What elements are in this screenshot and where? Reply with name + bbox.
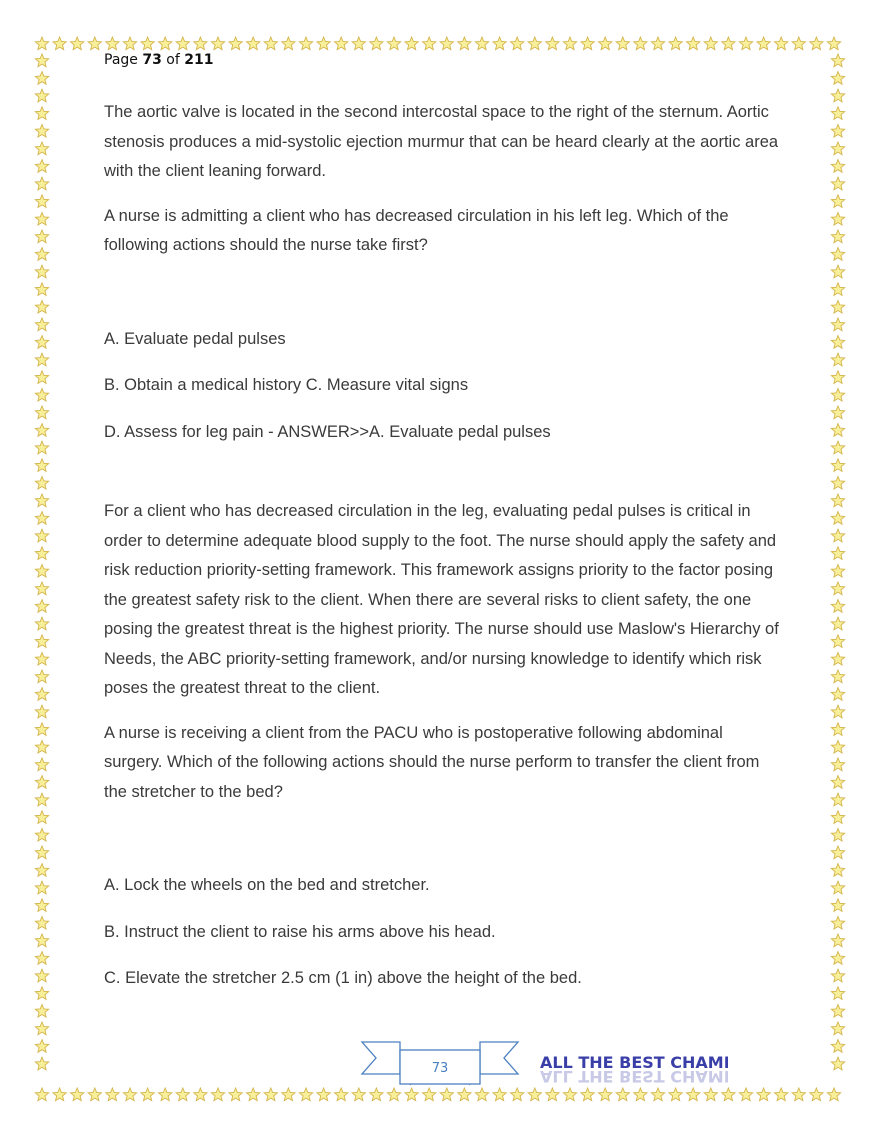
border-star-icon — [475, 1088, 488, 1101]
border-star-icon — [831, 124, 844, 137]
border-star-icon — [831, 230, 844, 243]
page-of: of — [161, 52, 185, 68]
border-star-icon — [546, 37, 559, 50]
border-star-icon — [35, 512, 48, 525]
border-star-icon — [493, 1088, 506, 1101]
border-star-icon — [35, 846, 48, 859]
border-star-icon — [35, 1040, 48, 1053]
border-star-icon — [35, 265, 48, 278]
border-star-icon — [775, 1088, 788, 1101]
border-star-icon — [831, 723, 844, 736]
border-star-icon — [831, 987, 844, 1000]
border-star-icon — [88, 1088, 101, 1101]
border-star-icon — [35, 635, 48, 648]
border-star-icon — [831, 529, 844, 542]
border-star-icon — [35, 424, 48, 437]
border-star-icon — [176, 1088, 189, 1101]
border-star-icon — [599, 37, 612, 50]
border-star-icon — [35, 740, 48, 753]
border-star-icon — [831, 1057, 844, 1070]
border-star-icon — [35, 406, 48, 419]
border-star-icon — [831, 512, 844, 525]
border-star-icon — [35, 459, 48, 472]
border-star-icon — [35, 336, 48, 349]
border-star-icon — [123, 37, 136, 50]
border-star-icon — [35, 547, 48, 560]
border-star-icon — [335, 1088, 348, 1101]
border-star-icon — [352, 1088, 365, 1101]
border-star-icon — [831, 459, 844, 472]
border-star-icon — [247, 1088, 260, 1101]
border-star-icon — [159, 1088, 172, 1101]
border-star-icon — [141, 1088, 154, 1101]
border-star-icon — [831, 564, 844, 577]
border-star-icon — [831, 424, 844, 437]
border-star-icon — [35, 124, 48, 137]
border-star-icon — [423, 37, 436, 50]
option-b-c: B. Obtain a medical history C. Measure vital signs — [104, 376, 469, 394]
footer-tagline-reflection: ALL THE BEST CHAMP! — [540, 1067, 728, 1086]
border-star-icon — [563, 37, 576, 50]
border-star-icon — [440, 1088, 453, 1101]
border-star-icon — [35, 564, 48, 577]
page-current: 73 — [142, 52, 162, 68]
border-star-icon — [831, 318, 844, 331]
border-star-icon — [651, 37, 664, 50]
border-star-icon — [831, 688, 844, 701]
border-star-icon — [831, 899, 844, 912]
option-b-raise-arms: B. Instruct the client to raise his arms above his head. — [104, 922, 496, 941]
border-star-icon — [831, 916, 844, 929]
border-star-icon — [194, 1088, 207, 1101]
border-star-icon — [831, 494, 844, 507]
border-star-icon — [35, 107, 48, 120]
border-star-icon — [831, 177, 844, 190]
border-star-icon — [35, 969, 48, 982]
border-star-icon — [35, 248, 48, 261]
footer-page-ribbon — [360, 1040, 520, 1088]
border-star-icon — [739, 1088, 752, 1101]
border-star-icon — [71, 37, 84, 50]
border-star-icon — [405, 37, 418, 50]
border-star-icon — [35, 758, 48, 771]
border-star-icon — [831, 476, 844, 489]
page-total: 211 — [184, 52, 214, 68]
border-star-icon — [35, 864, 48, 877]
border-star-icon — [35, 142, 48, 155]
border-star-icon — [831, 1004, 844, 1017]
option-c-elevate-stretcher: C. Elevate the stretcher 2.5 cm (1 in) above the height of the bed. — [104, 969, 582, 987]
border-star-icon — [282, 37, 295, 50]
border-star-icon — [831, 547, 844, 560]
border-star-icon — [35, 916, 48, 929]
border-star-icon — [827, 37, 840, 50]
border-star-icon — [35, 705, 48, 718]
border-star-icon — [634, 37, 647, 50]
border-star-icon — [35, 1057, 48, 1070]
border-star-icon — [831, 195, 844, 208]
border-star-icon — [35, 793, 48, 806]
border-star-icon — [35, 195, 48, 208]
border-star-icon — [440, 37, 453, 50]
border-star-icon — [493, 37, 506, 50]
border-star-icon — [831, 828, 844, 841]
page-header — [104, 52, 213, 68]
border-star-icon — [282, 1088, 295, 1101]
border-star-icon — [35, 388, 48, 401]
border-star-icon — [831, 952, 844, 965]
border-star-icon — [88, 37, 101, 50]
star-border-top — [34, 36, 846, 52]
border-star-icon — [687, 37, 700, 50]
border-star-icon — [35, 371, 48, 384]
border-star-icon — [35, 529, 48, 542]
border-star-icon — [831, 283, 844, 296]
border-star-icon — [581, 37, 594, 50]
border-star-icon — [616, 37, 629, 50]
border-star-icon — [229, 37, 242, 50]
border-star-icon — [264, 1088, 277, 1101]
border-star-icon — [229, 1088, 242, 1101]
border-star-icon — [757, 37, 770, 50]
border-star-icon — [831, 1040, 844, 1053]
border-star-icon — [831, 248, 844, 261]
border-star-icon — [831, 635, 844, 648]
border-star-icon — [35, 899, 48, 912]
border-star-icon — [35, 230, 48, 243]
border-star-icon — [35, 881, 48, 894]
border-star-icon — [35, 670, 48, 683]
border-star-icon — [352, 37, 365, 50]
border-star-icon — [831, 371, 844, 384]
border-star-icon — [831, 776, 844, 789]
border-star-icon — [35, 600, 48, 613]
border-star-icon — [317, 1088, 330, 1101]
border-star-icon — [831, 652, 844, 665]
border-star-icon — [831, 72, 844, 85]
border-star-icon — [35, 300, 48, 313]
border-star-icon — [831, 670, 844, 683]
border-star-icon — [831, 388, 844, 401]
border-star-icon — [35, 1088, 48, 1101]
border-star-icon — [194, 37, 207, 50]
border-star-icon — [387, 37, 400, 50]
option-d-answer: D. Assess for leg pain - ANSWER>>A. Evaluate pedal pulses — [104, 422, 551, 441]
paragraph-rationale: For a client who has decreased circulation in the leg, evaluating pedal pulses is critical in order to determine adequate blood supply to the foot. The nurse should apply the safety and risk reduction priority-setting framework. This framework assigns priority to the factor posing the greatest safety risk to the client. When there are several risks to client safety, the one posing the greatest threat is the highest priority. The nurse should use Maslow's Hierarchy of Needs, the ABC priority-setting framework, and/or nursing knowledge to identify which risk poses the greatest threat to the client. — [104, 502, 779, 697]
border-star-icon — [35, 283, 48, 296]
border-star-icon — [159, 37, 172, 50]
border-star-icon — [669, 37, 682, 50]
border-star-icon — [317, 37, 330, 50]
border-star-icon — [211, 1088, 224, 1101]
border-star-icon — [775, 37, 788, 50]
border-star-icon — [141, 37, 154, 50]
border-star-icon — [264, 37, 277, 50]
border-star-icon — [35, 318, 48, 331]
border-star-icon — [704, 37, 717, 50]
question-pacu-transfer: A nurse is receiving a client from the PACU who is postoperative following abdominal surgery. Which of the following actions should the nurse perform to transfer the client from the stretcher to the bed? — [104, 723, 760, 801]
border-star-icon — [53, 1088, 66, 1101]
border-star-icon — [35, 582, 48, 595]
border-star-icon — [458, 1088, 471, 1101]
border-star-icon — [831, 600, 844, 613]
border-star-icon — [831, 160, 844, 173]
border-star-icon — [831, 582, 844, 595]
border-star-icon — [792, 1088, 805, 1101]
border-star-icon — [831, 1022, 844, 1035]
border-star-icon — [35, 89, 48, 102]
border-star-icon — [792, 37, 805, 50]
border-star-icon — [35, 72, 48, 85]
page-prefix: Page — [104, 52, 143, 68]
border-star-icon — [831, 107, 844, 120]
border-star-icon — [106, 37, 119, 50]
border-star-icon — [831, 793, 844, 806]
border-star-icon — [35, 494, 48, 507]
border-star-icon — [831, 740, 844, 753]
border-star-icon — [35, 617, 48, 630]
border-star-icon — [35, 828, 48, 841]
paragraph-aortic-valve: The aortic valve is located in the second intercostal space to the right of the sternum. Aortic stenosis produces a mid-systolic ejection murmur that can be heard clearly at the aortic area with the client leaning forward. — [104, 103, 779, 180]
border-star-icon — [810, 37, 823, 50]
border-star-icon — [458, 37, 471, 50]
border-star-icon — [831, 54, 844, 67]
border-star-icon — [71, 1088, 84, 1101]
border-star-icon — [299, 1088, 312, 1101]
border-star-icon — [35, 1004, 48, 1017]
border-star-icon — [831, 881, 844, 894]
border-star-icon — [831, 353, 844, 366]
border-star-icon — [35, 476, 48, 489]
border-star-icon — [831, 846, 844, 859]
border-star-icon — [35, 353, 48, 366]
border-star-icon — [35, 811, 48, 824]
border-star-icon — [106, 1088, 119, 1101]
border-star-icon — [827, 1088, 840, 1101]
border-star-icon — [35, 723, 48, 736]
border-star-icon — [831, 969, 844, 982]
border-star-icon — [831, 300, 844, 313]
border-star-icon — [405, 1088, 418, 1101]
border-star-icon — [831, 617, 844, 630]
border-star-icon — [299, 37, 312, 50]
border-star-icon — [247, 37, 260, 50]
border-star-icon — [211, 37, 224, 50]
border-star-icon — [35, 934, 48, 947]
border-star-icon — [176, 37, 189, 50]
star-border-left — [34, 52, 50, 1087]
border-star-icon — [35, 212, 48, 225]
document-content — [104, 98, 784, 994]
option-a-lock-wheels: A. Lock the wheels on the bed and stretcher. — [104, 876, 430, 894]
border-star-icon — [35, 441, 48, 454]
border-star-icon — [757, 1088, 770, 1101]
border-star-icon — [511, 1088, 524, 1101]
footer-page-number: 73 — [431, 1061, 449, 1076]
border-star-icon — [739, 37, 752, 50]
border-star-icon — [831, 406, 844, 419]
border-star-icon — [53, 37, 66, 50]
star-border-right — [830, 52, 846, 1087]
border-star-icon — [35, 652, 48, 665]
border-star-icon — [423, 1088, 436, 1101]
border-star-icon — [831, 265, 844, 278]
border-star-icon — [335, 37, 348, 50]
border-star-icon — [35, 776, 48, 789]
border-star-icon — [35, 952, 48, 965]
border-star-icon — [35, 37, 48, 50]
border-star-icon — [831, 142, 844, 155]
footer-tagline: ALL THE BEST CHAMP! — [540, 1053, 728, 1072]
border-star-icon — [831, 89, 844, 102]
border-star-icon — [35, 54, 48, 67]
border-star-icon — [831, 705, 844, 718]
border-star-icon — [831, 864, 844, 877]
border-star-icon — [387, 1088, 400, 1101]
border-star-icon — [35, 987, 48, 1000]
border-star-icon — [35, 160, 48, 173]
border-star-icon — [831, 441, 844, 454]
border-star-icon — [528, 37, 541, 50]
question-circulation: A nurse is admitting a client who has decreased circulation in his left leg. Which of the following actions should the nurse take first? — [104, 206, 729, 254]
border-star-icon — [831, 758, 844, 771]
border-star-icon — [810, 1088, 823, 1101]
border-star-icon — [831, 934, 844, 947]
border-star-icon — [35, 688, 48, 701]
border-star-icon — [722, 37, 735, 50]
border-star-icon — [370, 1088, 383, 1101]
border-star-icon — [370, 37, 383, 50]
border-star-icon — [831, 811, 844, 824]
border-star-icon — [831, 212, 844, 225]
border-star-icon — [35, 177, 48, 190]
border-star-icon — [475, 37, 488, 50]
border-star-icon — [511, 37, 524, 50]
option-a-pedal-pulses: A. Evaluate pedal pulses — [104, 329, 286, 348]
border-star-icon — [123, 1088, 136, 1101]
footer-tagline-wordart — [538, 1052, 728, 1092]
border-star-icon — [831, 336, 844, 349]
border-star-icon — [35, 1022, 48, 1035]
